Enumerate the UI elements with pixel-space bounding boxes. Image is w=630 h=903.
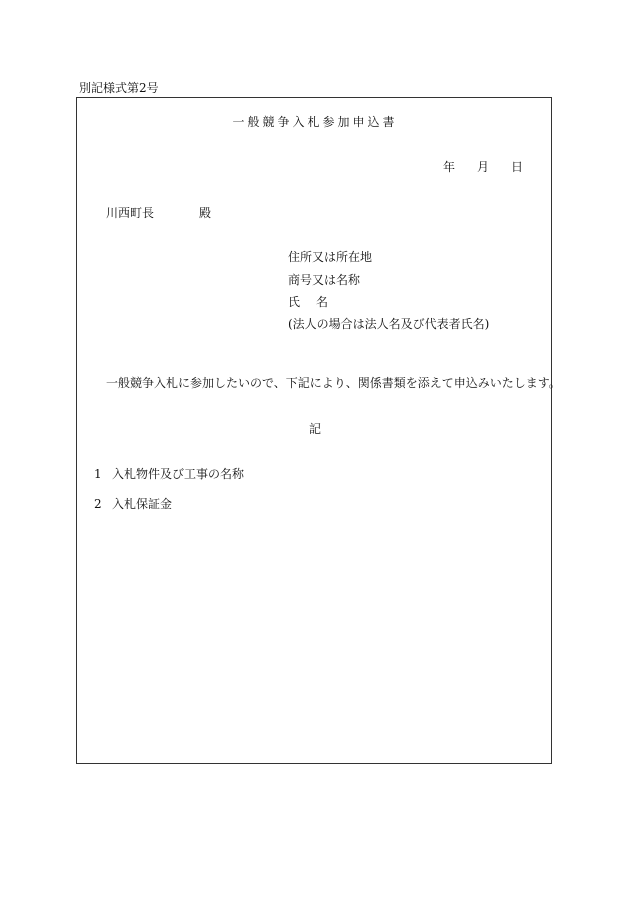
- document-title: 一般競争入札参加申込書: [232, 115, 398, 129]
- list-item: [94, 497, 172, 511]
- item-label: 入札保証金: [112, 497, 173, 511]
- representative-note: (法人の場合は法人名及び代表者氏名): [288, 317, 490, 331]
- item-label: 入札物件及び工事の名称: [112, 467, 245, 481]
- address-label: 住所又は所在地: [288, 250, 373, 264]
- date-day: 日: [511, 160, 524, 174]
- item-number: 1: [94, 467, 102, 481]
- date-year: 年: [443, 160, 456, 174]
- list-item: [94, 467, 244, 481]
- application-statement: 一般競争入札に参加したいので、下記により、関係書類を添えて申込みいたします。: [106, 376, 561, 390]
- name-label-first: 氏: [288, 295, 301, 309]
- form-number-label: 別記様式第2号: [79, 81, 159, 95]
- name-label: [288, 295, 328, 309]
- honorific: 殿: [199, 206, 212, 220]
- date-row: [443, 160, 523, 174]
- company-name-label: 商号又は名称: [288, 273, 361, 287]
- ki-heading: 記: [308, 422, 321, 436]
- item-number: 2: [94, 497, 102, 511]
- date-month: 月: [477, 160, 490, 174]
- addressee: 川西町長: [106, 206, 155, 220]
- name-label-second: 名: [316, 295, 329, 309]
